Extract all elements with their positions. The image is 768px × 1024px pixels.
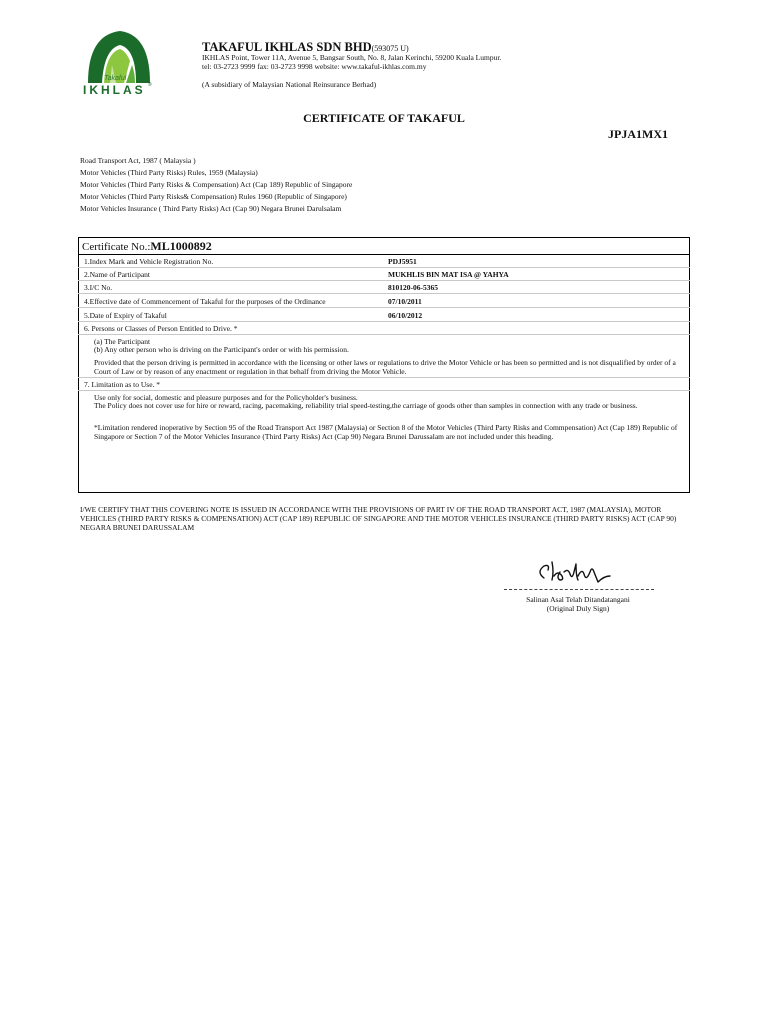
act-item: Motor Vehicles Insurance ( Third Party Risks) Act (Cap 90) Negara Brunei Darulsalam: [80, 204, 342, 213]
signature-caption-malay: Salinan Asal Telah Ditandatangani: [526, 595, 630, 604]
logo-wordmark: IKHLAS: [83, 83, 146, 97]
section-6-item-a: (a) The Participant: [94, 337, 151, 346]
company-reg-no: (593075 U): [371, 44, 409, 53]
address-line-1: IKHLAS Point, Tower 11A, Avenue 5, Bangsar South, No. 8, Jalan Kerinchi, 59200 Kuala Lumpur.: [202, 53, 502, 62]
row-value-participant: MUKHLIS BIN MAT ISA @ YAHYA: [388, 270, 509, 279]
row-divider: [78, 267, 690, 268]
section-7-use: Use only for social, domestic and pleasure purposes and for the Policyholder's business.: [94, 393, 358, 402]
document-code: JPJA1MX1: [608, 127, 668, 141]
signature-image: [534, 558, 620, 586]
row-divider: [78, 293, 690, 294]
row-divider: [78, 307, 690, 308]
row-divider: [78, 334, 690, 335]
row-label-participant: 2.Name of Participant: [84, 270, 151, 279]
act-item: Motor Vehicles (Third Party Risks & Compensation) Act (Cap 189) Republic of Singapore: [80, 180, 353, 189]
certificate-number: ML1000892: [150, 239, 212, 253]
certificate-number-line: [82, 239, 212, 254]
company-name-text: TAKAFUL IKHLAS SDN BHD: [202, 40, 372, 54]
company-address: [202, 53, 501, 71]
acts-list: [80, 155, 352, 215]
row-value-ic: 810120-06-5365: [388, 283, 438, 292]
row-divider: [78, 321, 690, 322]
row-value-expiry-date: 06/10/2012: [388, 311, 423, 320]
row-divider: [78, 280, 690, 281]
act-item: Motor Vehicles (Third Party Risks) Rules, 1959 (Malaysia): [80, 168, 258, 177]
section-7-policy: The Policy does not cover use for hire or reward, racing, pacemaking, reliability trial speed-testing,the carriage of goods other than samples in connection with any trade or business.: [94, 401, 638, 410]
signature-caption-english: (Original Duly Sign): [546, 604, 610, 613]
logo-registered-mark: ®: [148, 82, 152, 88]
row-label-registration: 1.Index Mark and Vehicle Registration No.: [84, 257, 214, 266]
row-value-registration: PDJ5951: [388, 257, 417, 266]
document-title: CERTIFICATE OF TAKAFUL: [303, 111, 465, 125]
certification-statement: I/WE CERTIFY THAT THIS COVERING NOTE IS ISSUED IN ACCORDANCE WITH THE PROVISIONS OF PART IV OF THE ROAD TRANSPORT ACT, 1987 (MALAYSIA), MOTOR VEHICLES (THIRD PARTY RISKS & COMPENSATION) ACT (CAP 189) REPUBLIC OF SINGAPORE AND THE MOTOR VEHICLES INSURANCE (THIRD PARTY RISKS) ACT (CAP 90) NEGARA BRUNEI DARUSSALAM: [80, 505, 677, 532]
logo-small-text: Takaful: [104, 75, 127, 82]
section-6-proviso: Provided that the person driving is permitted in accordance with the licensing or other laws or regulations to drive the Motor Vehicle or has been so permitted and is not disqualified by order of a Court of Law or by reason of any enactment or regulation in that behalf from driving the Motor Vehicle.: [94, 358, 676, 376]
row-value-effective-date: 07/10/2011: [388, 297, 422, 306]
section-6-item-b: (b) Any other person who is driving on the Participant's order or with his permission.: [94, 345, 349, 354]
signature-line: [504, 589, 654, 590]
certificate-label: Certificate No.:: [82, 241, 151, 253]
row-divider: [78, 390, 690, 391]
address-line-2: tel: 03-2723 9999 fax: 03-2723 9998 website: www.takaful-ikhlas.com.my: [202, 62, 427, 71]
row-label-ic: 3.I/C No.: [84, 283, 113, 292]
row-divider: [78, 377, 690, 378]
section-6-heading: 6. Persons or Classes of Person Entitled to Drive. *: [84, 324, 238, 333]
row-label-expiry-date: 5.Date of Expiry of Takaful: [84, 311, 167, 320]
section-7-limitation: *Limitation rendered inoperative by Section 95 of the Road Transport Act 1987 (Malaysia) or Section 8 of the Motor Vehicles (Third Party Risks and Commpensation) Act (Cap 189) Republic of Singapore or Section 7 of the Motor Vehicles Insurance (Third Party Risks) Act (Cap 90) Negara Brunei Darussalam are not included under this heading.: [94, 423, 678, 441]
act-item: Motor Vehicles (Third Party Risks& Compensation) Rules 1960 (Republic of Singapore): [80, 192, 347, 201]
section-7-heading: 7. Limitation as to Use. *: [84, 380, 161, 389]
subsidiary-note: (A subsidiary of Malaysian National Reinsurance Berhad): [202, 80, 377, 89]
row-label-effective-date: 4.Effective date of Commencement of Takaful for the purposes of the Ordinance: [84, 297, 326, 306]
act-item: Road Transport Act, 1987 ( Malaysia ): [80, 156, 196, 165]
